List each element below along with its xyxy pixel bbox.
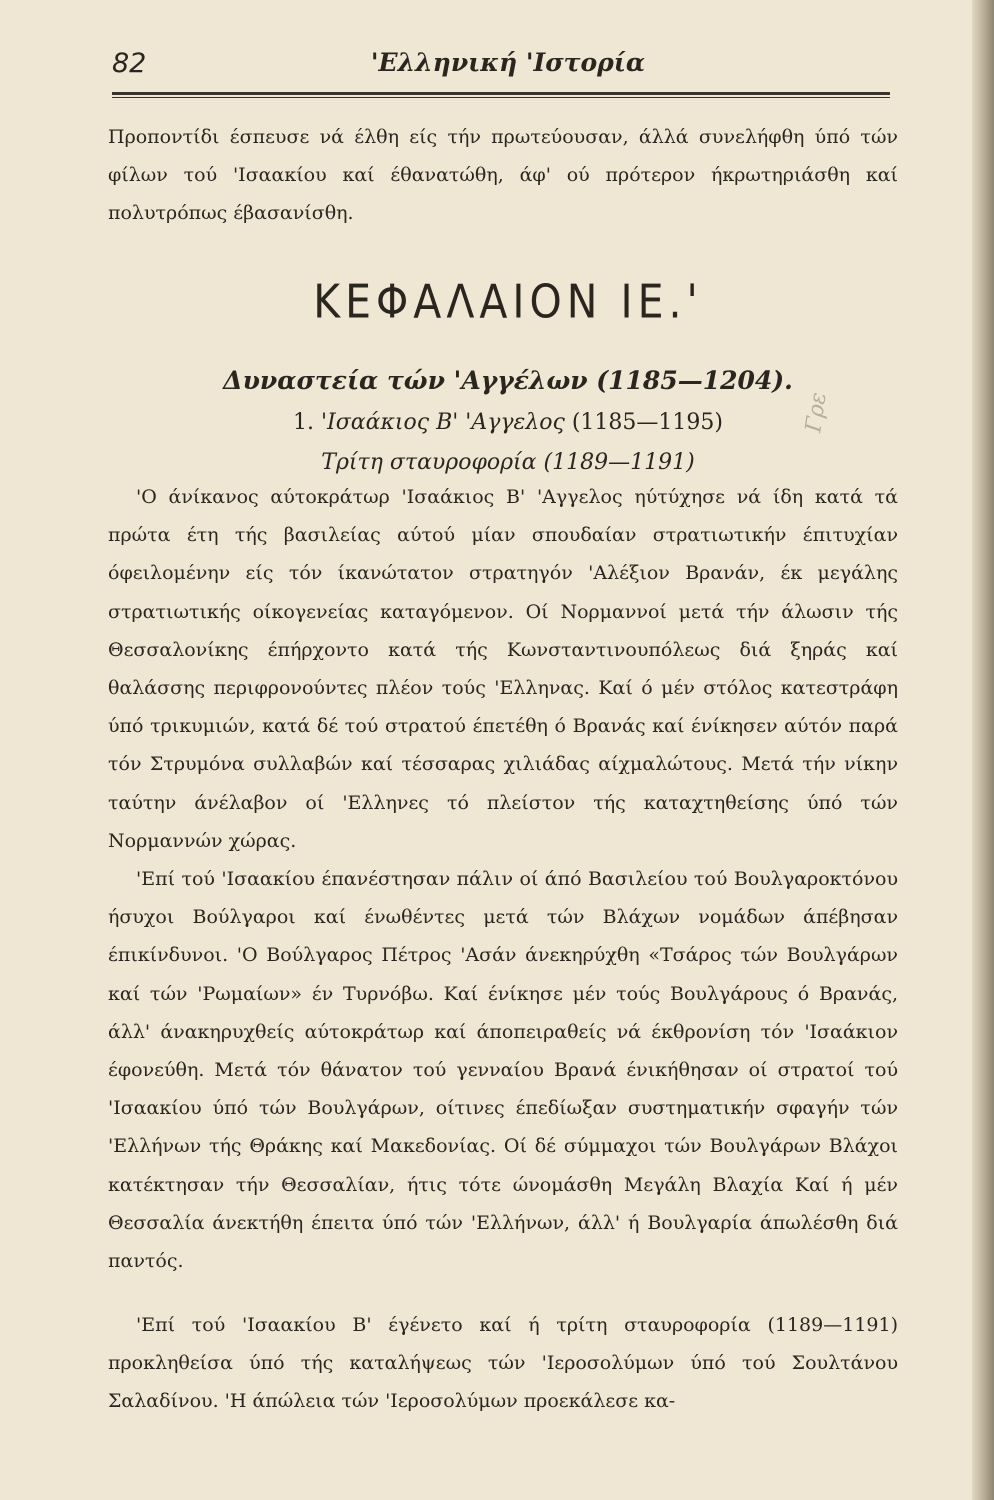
chapter-title: ΚΕΦΑΛΑΙΟΝ ΙΕ.' [313, 275, 703, 329]
section-name: 'Ισαάκιος Β' 'Αγγελος [321, 410, 565, 435]
section-number: 1. [293, 410, 314, 435]
page-number: 82 [112, 48, 147, 79]
paragraph-text: 'Επί τού 'Ισαακίου Β' έγένετο καί ή τρίτη σταυροφορία (1189—1191) προκληθείσα ύπό τής καταλήψεως τών 'Ιεροσολύμων ύπό τού Σουλτάνου Σαλαδίνου. 'Η άπώλεια τών 'Ιεροσολύμων προεκάλεσε κα- [108, 1314, 898, 1413]
running-header [108, 48, 908, 88]
section-heading [108, 410, 908, 435]
handwritten-margin-note: Γρε [801, 390, 832, 434]
intro-paragraph [108, 118, 898, 233]
header-rule-thin [112, 97, 890, 98]
header-rule [112, 92, 890, 95]
paragraph-text: 'Ο άνίκανος αύτοκράτωρ 'Ισαάκιος Β' 'Αγγελος ηύτύχησε νά ίδη κατά τά πρώτα έτη τής βασιλείας αύτού μίαν σπουδαίαν στρατιωτικήν έπιτυχίαν όφειλομένην είς τόν ίκανώτατον στρατηγόν 'Αλέξιον Βρανάν, έκ μεγάλης στρατιωτικής οίκογενείας καταγόμενον. Οί Νορμαννοί μετά τήν άλωσιν τής Θεσσαλονίκης έπήρχοντο κατά τής Κωνσταντινουπόλεως διά ξηράς καί θαλάσσης περιφρονούντες πλέον τούς 'Ελληνας. Καί ό μέν στόλος κατεστράφη ύπό τρικυμιών, κατά δέ τού στρατού έπετέθη ό Βρανάς καί ένίκησεν αύτόν παρά τόν Στρυμόνα συλλαβών καί τέσσαρας χιλιάδας αίχμαλώτους. Μετά τήν νίκην ταύτην άνέλαβον οί 'Ελληνες τό πλείστον τής καταχτηθείσης ύπό τών Νορμαννών χώρας. [108, 486, 898, 852]
intro-text: Προποντίδι έσπευσε νά έλθη είς τήν πρωτεύουσαν, άλλά συνελήφθη ύπό τών φίλων τού 'Ισαακίου καί έθανατώθη, άφ' ού πρότερον ήκρωτηριάσθη καί πολυτρόπως έβασανίσθη. [108, 126, 898, 225]
running-title: 'Ελληνική 'Ιστορία [370, 48, 646, 77]
page-edge [972, 0, 994, 1500]
paragraph [108, 860, 898, 1280]
crusade-subheading: Τρίτη σταυροφορία (1189—1191) [321, 450, 695, 475]
section-dates: (1185—1195) [571, 410, 723, 435]
paragraph [108, 1306, 898, 1421]
paragraph [108, 478, 898, 860]
dynasty-heading: Δυναστεία τών 'Αγγέλων (1185—1204). [223, 366, 793, 395]
paragraph-text: 'Επί τού 'Ισαακίου έπανέστησαν πάλιν οί άπό Βασιλείου τού Βουλγαροκτόνου ήσυχοι Βούλγαροι καί ένωθέντες μετά τών Βλάχων νομάδων άπέβησαν έπικίνδυνοι. 'Ο Βούλγαρος Πέτρος 'Ασάν άνεκηρύχθη «Τσάρος τών Βουλγάρων καί τών 'Ρωμαίων» έν Τυρνόβω. Καί ένίκησε μέν τούς Βουλγάρους ό Βρανάς, άλλ' άνακηρυχθείς αύτοκράτωρ καί άποπειραθείς νά έκθρονίση τόν 'Ισαάκιον έφονεύθη. Μετά τόν θάνατον τού γενναίου Βρανά ένικήθησαν οί στρατοί τού 'Ισαακίου ύπό τών Βουλγάρων, οίτινες έπεδίωξαν συστηματικήν σφαγήν τών 'Ελλήνων τής Θράκης καί Μακεδονίας. Οί δέ σύμμαχοι τών Βουλγάρων Βλάχοι κατέκτησαν τήν Θεσσαλίαν, ήτις τότε ώνομάσθη Μεγάλη Βλαχία Καί ή μέν Θεσσαλία άνεκτήθη έπειτα ύπό τών 'Ελλήνων, άλλ' ή Βουλγαρία άπωλέσθη διά παντός. [108, 868, 898, 1273]
